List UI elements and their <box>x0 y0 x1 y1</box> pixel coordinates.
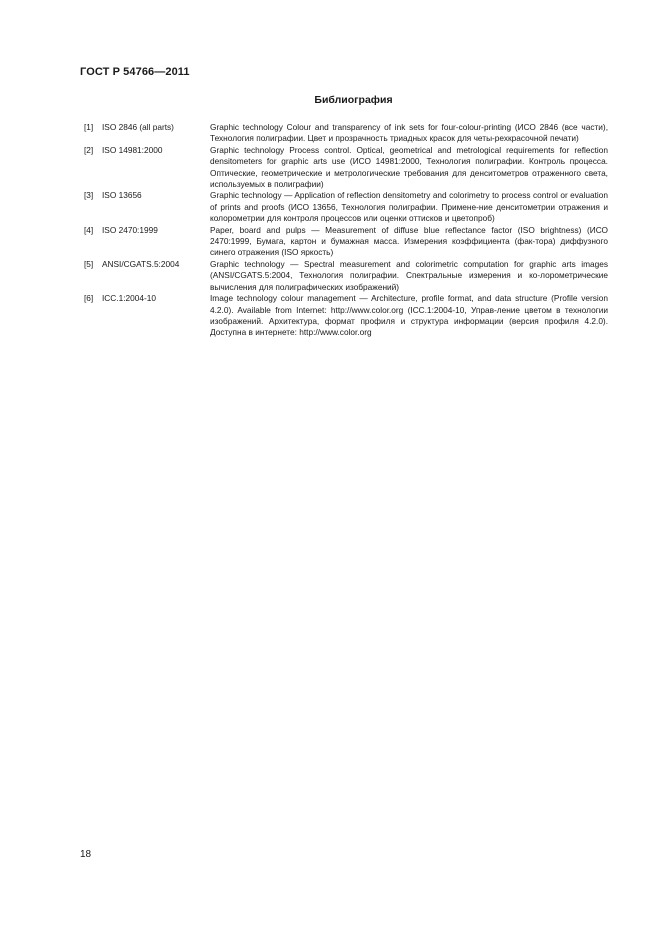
entry-reference: ISO 13656 <box>102 190 142 201</box>
page-number: 18 <box>80 849 92 860</box>
bibliography-list <box>84 122 608 339</box>
entry-number: [4] <box>84 224 94 235</box>
entry-description: Paper, board and pulps — Measurement of diffuse blue reflectance factor (ISO brightness) (ИСО 2470:1999, Бумага, картон и бумажная масса. Измерения коэффициента (фак-тора) диффузного синего отражения (ISO яркость) <box>210 224 608 258</box>
entry-reference: ISO 14981:2000 <box>102 144 163 155</box>
bibliography-entry-4 <box>84 225 608 259</box>
bibliography-entry-3 <box>84 190 608 224</box>
entry-number: [1] <box>84 122 94 132</box>
entry-description: Graphic technology Process control. Optical, geometrical and metrological requirements for reflection densitometers for graphic arts use (ИСО 14981:2000, Технология полиграфии. Контроль процесса. Оптические, геометрические и метрологические требования для денситометров отраженного света, используемых в полиграфии) <box>210 144 608 190</box>
entry-description: Graphic technology — Spectral measurement and colorimetric computation for graphic arts images (ANSI/CGATS.5:2004, Технология полиграфии. Спектральные измерения и ко-лорометрические вычисления для полиграфических изображений) <box>210 258 608 292</box>
entry-number: [2] <box>84 144 94 155</box>
entry-reference: ISO 2470:1999 <box>102 224 158 235</box>
bibliography-entry-2 <box>84 145 608 191</box>
entry-description: Graphic technology — Application of reflection densitometry and colorimetry to process control or evaluation of prints and proofs (ИСО 13656, Технология полиграфии. Примене-ние денситометрии отражения и колорометрии для контроля процессов или оценки оттисков и цветопроб) <box>210 190 608 224</box>
entry-number: [5] <box>84 258 94 269</box>
section-title: Библиография <box>314 94 393 106</box>
bibliography-entry-6 <box>84 293 608 339</box>
entry-number: [3] <box>84 190 94 201</box>
document-header: ГОСТ Р 54766—2011 <box>80 66 190 78</box>
entry-reference: ISO 2846 (all parts) <box>102 122 174 132</box>
bibliography-entry-1 <box>84 122 608 145</box>
entry-reference: ICC.1:2004-10 <box>102 293 156 304</box>
entry-number: [6] <box>84 293 94 304</box>
bibliography-entry-5 <box>84 259 608 293</box>
entry-reference: ANSI/CGATS.5:2004 <box>102 258 180 269</box>
entry-description: Graphic technology Colour and transparency of ink sets for four-colour-printing (ИСО 2846 (все части), Технология полиграфии. Цвет и прозрачность триадных красок для четы-рехкрасочной печати) <box>210 122 608 144</box>
entry-description: Image technology colour management — Architecture, profile format, and data structure (Profile version 4.2.0). Available from Internet: http://www.color.org (ICC.1:2004-10, Управ-ление цветом в технологии изображений. Архитектура, формат профиля и структура информации (версия профиля 4.2.0). Доступна в интернете: http://www.color.org <box>210 293 608 338</box>
